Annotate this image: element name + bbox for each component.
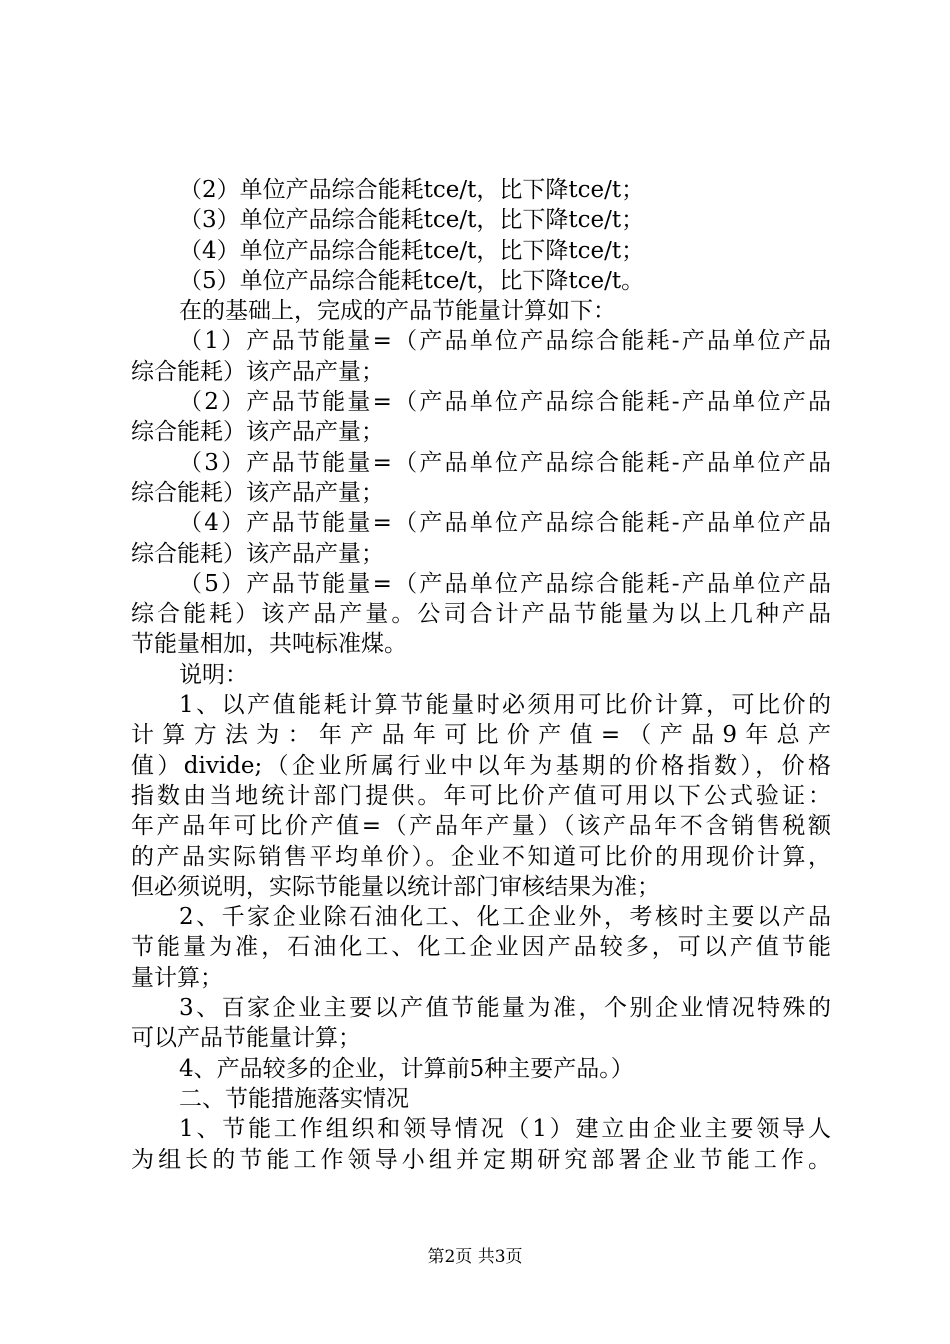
text-line: （5）产品节能量=（产品单位产品综合能耗-产品单位产品 — [179, 570, 831, 597]
text-line: 节能量相加，共吨标准煤。 — [131, 631, 407, 658]
text-line: 1、以产值能耗计算节能量时必须用可比价计算，可比价的 — [179, 692, 831, 719]
text-line: 综合能耗）该产品产量； — [131, 540, 384, 567]
text-line: （4）产品节能量=（产品单位产品综合能耗-产品单位产品 — [179, 510, 831, 537]
text-line: 综合能耗）该产品产量； — [131, 419, 384, 446]
text-line: 指数由当地统计部门提供。年可比价产值可用以下公式验证： — [131, 782, 831, 809]
text-line: 1、节能工作组织和领导情况（1）建立由企业主要领导人 — [179, 1116, 831, 1143]
text-line: （1）产品节能量=（产品单位产品综合能耗-产品单位产品 — [179, 328, 831, 355]
text-line: 的产品实际销售平均单价）。企业不知道可比价的用现价计算， — [131, 843, 831, 870]
section-heading: 二、节能措施落实情况 — [179, 1085, 409, 1112]
text-line: 可以产品节能量计算； — [131, 1025, 361, 1052]
text-line: 3、百家企业主要以产值节能量为准，个别企业情况特殊的 — [179, 995, 831, 1022]
text-line: （4）单位产品综合能耗tce/t，比下降tce/t； — [179, 237, 645, 264]
text-line: 量计算； — [131, 964, 223, 991]
text-line: 4、产品较多的企业，计算前5种主要产品。） — [179, 1055, 634, 1082]
document-body — [131, 175, 831, 1175]
text-line: 但必须说明，实际节能量以统计部门审核结果为准； — [131, 873, 660, 900]
text-line: 综合能耗）该产品产量。公司合计产品节能量为以上几种产品 — [131, 601, 831, 628]
text-line: 综合能耗）该产品产量； — [131, 358, 384, 385]
page-number-footer: 第2页 共3页 — [427, 1247, 523, 1267]
text-line: （3）单位产品综合能耗tce/t，比下降tce/t； — [179, 207, 645, 234]
text-line: 年产品年可比价产值=（产品年产量）（该产品年不含销售税额 — [131, 813, 831, 840]
text-line: （5）单位产品综合能耗tce/t，比下降tce/t。 — [179, 267, 645, 294]
text-line: 为组长的节能工作领导小组并定期研究部署企业节能工作。 — [131, 1146, 831, 1173]
text-line: 2、千家企业除石油化工、化工企业外，考核时主要以产品 — [179, 904, 831, 931]
text-line: 值）divide;（企业所属行业中以年为基期的价格指数），价格 — [131, 752, 831, 779]
text-line: 节能量为准，石油化工、化工企业因产品较多，可以产值节能 — [131, 934, 831, 961]
text-line: 综合能耗）该产品产量； — [131, 479, 384, 506]
text-line: 计算方法为：年产品年可比价产值=（产品9年总产 — [131, 722, 831, 749]
text-line: 在的基础上，完成的产品节能量计算如下： — [179, 298, 616, 325]
text-line: （2）单位产品综合能耗tce/t，比下降tce/t； — [179, 177, 645, 203]
text-line: （3）产品节能量=（产品单位产品综合能耗-产品单位产品 — [179, 449, 831, 476]
text-line: （2）产品节能量=（产品单位产品综合能耗-产品单位产品 — [179, 389, 831, 416]
text-line: 说明： — [179, 661, 248, 688]
